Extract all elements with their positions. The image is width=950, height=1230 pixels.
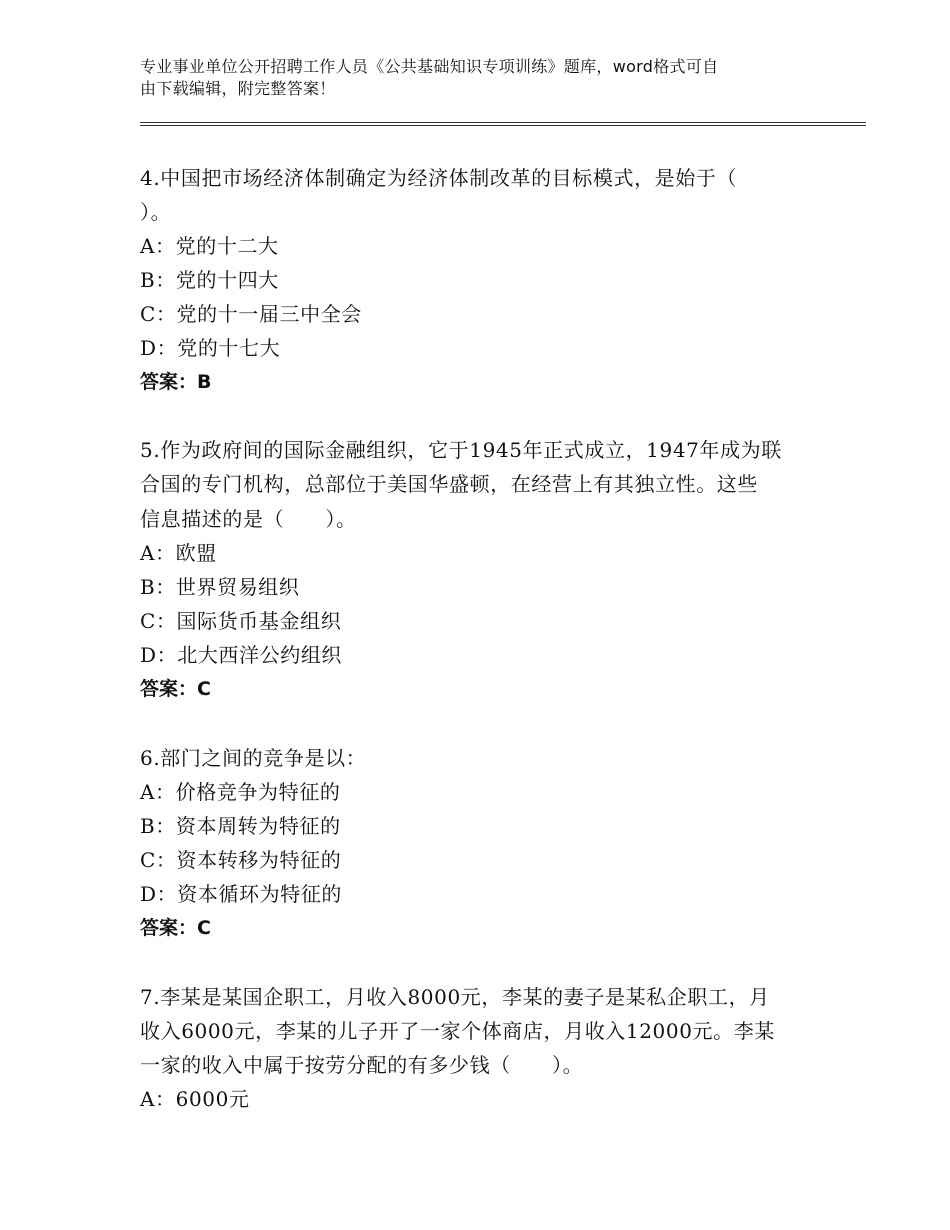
question-6-option-b: B：资本周转为特征的 (140, 814, 341, 838)
question-4-answer: 答案：B (140, 371, 212, 393)
header-line-2: 由下载编辑，附完整答案！ (140, 79, 336, 98)
question-6-option-d: D：资本循环为特征的 (140, 882, 343, 906)
question-5-stem-line-3: 信息描述的是（ ）。 (140, 507, 357, 531)
header-divider-bottom (140, 125, 866, 126)
question-4-stem-line-1: 4.中国把市场经济体制确定为经济体制改革的目标模式，是始于（ (140, 166, 738, 190)
question-5-option-b: B：世界贸易组织 (140, 575, 300, 599)
question-4-option-c: C：党的十一届三中全会 (140, 302, 362, 326)
header-divider-top (140, 122, 866, 123)
question-5-option-a: A：欧盟 (140, 541, 217, 565)
question-6-option-a: A：价格竞争为特征的 (140, 780, 341, 804)
question-5-stem-line-2: 合国的专门机构，总部位于美国华盛顿，在经营上有其独立性。这些 (140, 472, 758, 496)
question-7-stem-line-1: 7.李某是某国企职工，月收入8000元，李某的妻子是某私企职工，月 (140, 985, 770, 1009)
question-6-answer: 答案：C (140, 917, 211, 939)
document-header (140, 56, 820, 100)
question-6-stem-line-1: 6.部门之间的竞争是以： (140, 746, 367, 770)
question-7-stem-line-3: 一家的收入中属于按劳分配的有多少钱（ ）。 (140, 1053, 584, 1077)
question-4-option-d: D：党的十七大 (140, 336, 281, 360)
question-4-option-b: B：党的十四大 (140, 268, 279, 292)
question-4-option-a: A：党的十二大 (140, 234, 279, 258)
question-5-option-d: D：北大西洋公约组织 (140, 643, 343, 667)
question-7-stem-line-2: 收入6000元，李某的儿子开了一家个体商店，月收入12000元。李某 (140, 1019, 775, 1043)
question-5-stem-line-1: 5.作为政府间的国际金融组织，它于1945年正式成立，1947年成为联 (140, 438, 782, 462)
question-4-stem-line-2: ）。 (140, 200, 172, 224)
question-5-answer: 答案：C (140, 678, 211, 700)
question-6-option-c: C：资本转移为特征的 (140, 848, 342, 872)
header-line-1: 专业事业单位公开招聘工作人员《公共基础知识专项训练》题库，word格式可自 (140, 57, 719, 76)
question-7-option-a: A：6000元 (140, 1087, 250, 1111)
question-5-option-c: C：国际货币基金组织 (140, 609, 342, 633)
